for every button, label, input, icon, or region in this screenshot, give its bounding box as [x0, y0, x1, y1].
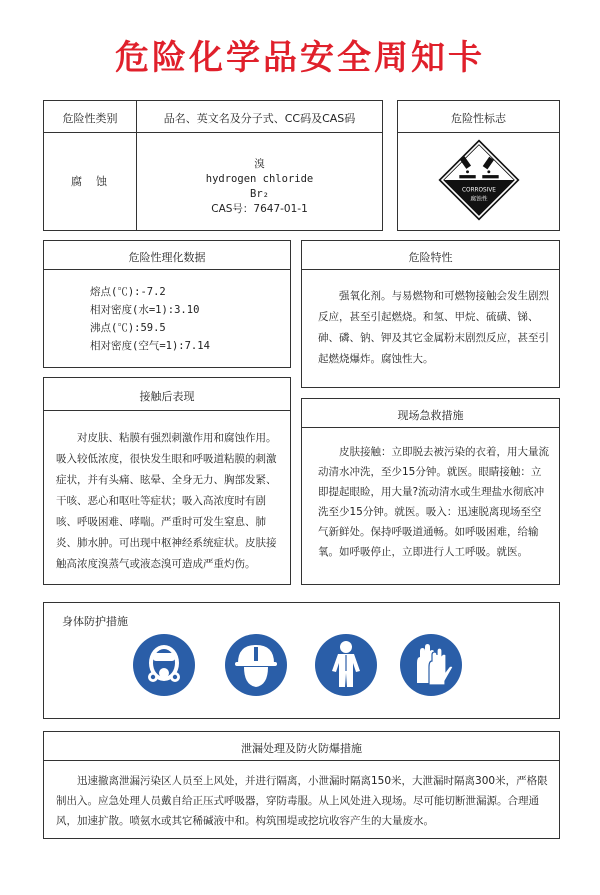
hazard-category-header: 危险性类别	[62, 112, 118, 125]
divider	[44, 132, 382, 133]
identity-panel	[43, 100, 383, 231]
physchem-panel	[43, 240, 291, 368]
physchem-item: 相对密度(水=1):3.10	[90, 304, 200, 316]
physchem-list	[90, 283, 210, 355]
divider	[398, 132, 559, 133]
chemical-formula: Br₂	[250, 188, 269, 200]
hazard-props-header: 危险特性	[301, 240, 560, 270]
chemical-name-cn: 溴	[254, 158, 265, 170]
spill-header: 泄漏处理及防火防爆措施	[43, 731, 560, 761]
spill-panel	[43, 731, 560, 839]
respirator-icon	[132, 633, 196, 697]
physchem-item: 熔点(℃):-7.2	[90, 286, 166, 298]
physchem-item: 沸点(℃):59.5	[90, 322, 166, 334]
gloves-icon	[399, 633, 463, 697]
physchem-item: 相对密度(空气=1):7.14	[90, 340, 210, 352]
cas-number: CAS号：7647-01-1	[211, 203, 308, 215]
physchem-header: 危险性理化数据	[43, 240, 291, 270]
hazard-sign-header: 危险性标志	[451, 112, 506, 125]
protective-suit-icon	[314, 633, 378, 697]
hazard-category-value: 腐蚀	[71, 175, 121, 188]
sign-label-en: CORROSIVE	[462, 187, 496, 194]
first-aid-text: 皮肤接触：立即脱去被污染的衣着，用大量流动清水冲洗，至少15分钟。就医。眼睛接触：立即提起眼睑，用大量?流动清水或生理盐水彻底冲洗至少15分钟。就医。吸入：迅速脱离现场至空气新鲜处。保持呼吸道通畅。如呼吸困难，给输氧。如呼吸停止，立即进行人工呼吸。就医。	[318, 446, 549, 558]
identity-header: 品名、英文名及分子式、CC码及CAS码	[163, 112, 356, 125]
spill-text: 迅速撤离泄漏污染区人员至上风处，并进行隔离，小泄漏时隔离150米，大泄漏时隔离300米，严格限制出入。应急处理人员戴自给正压式呼吸器，穿防毒服。从上风处进入现场。尽可能切断泄漏源。合理通风，加速扩散。喷氨水或其它稀碱液中和。构筑围堤或挖坑收容产生的大量废水。	[56, 775, 548, 827]
exposure-header: 接触后表现	[43, 377, 291, 411]
first-aid-panel	[301, 398, 560, 585]
chemical-identity	[137, 157, 382, 217]
first-aid-header: 现场急救措施	[301, 398, 560, 428]
hazard-sign-panel	[397, 100, 560, 231]
protection-header: 身体防护措施	[62, 615, 128, 628]
helmet-icon	[224, 633, 288, 697]
hazard-props-panel	[301, 240, 560, 388]
protection-panel	[43, 602, 560, 719]
corrosive-sign-icon	[438, 139, 520, 221]
exposure-panel	[43, 377, 291, 585]
page-title: 危险化学品安全周知卡	[115, 38, 485, 78]
hazard-props-text: 强氧化剂。与易燃物和可燃物接触会发生剧烈反应，甚至引起燃烧。和氢、甲烷、硫磺、锑、砷、磷、钠、钾及其它金属粉末剧烈反应，甚至引起燃烧爆炸。腐蚀性大。	[318, 290, 549, 365]
sign-label-cn: 腐蚀性	[470, 196, 488, 203]
chemical-name-en: hydrogen chloride	[205, 173, 314, 185]
exposure-text: 对皮肤、粘膜有强烈刺激作用和腐蚀作用。吸入较低浓度，很快发生眼和呼吸道粘膜的刺激症状，并有头痛、眩晕、全身无力、胸部发紧、干咳、恶心和呕吐等症状；吸入高浓度时有剧咳、呼吸困难、哮喘。严重时可发生窒息、肺炎、肺水肿。可出现中枢神经系统症状。皮肤接触高浓度溴蒸气或液态溴可造成严重灼伤。	[56, 432, 277, 570]
